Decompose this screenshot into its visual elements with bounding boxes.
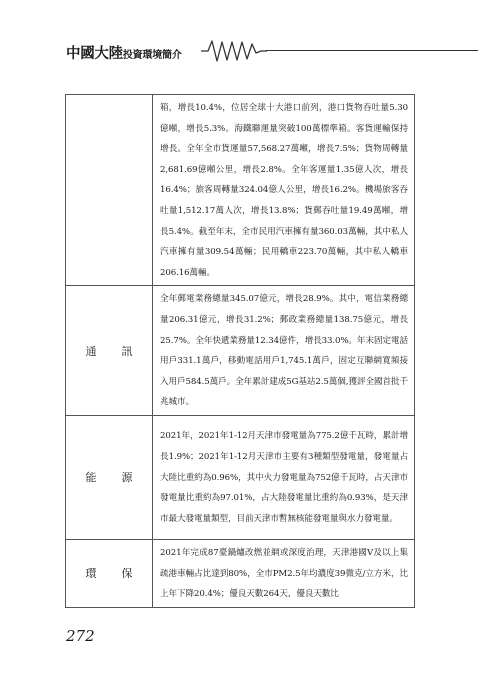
row-content: 箱，增長10.4%，位居全球十大港口前列，港口貨物吞吐量5.30億噸，增長5.3%。海鐵聯運量突破100萬標準箱。客貨運輸保持增長。全年全市貨運量57,568.27萬噸，增長7.5%；貨物周轉量2,681.69億噸公里，增長2.8%。全年客運量1.35億人次，增長16.4%；旅客周轉量324.04億人公里，增長16.2%。機場旅客吞吐量1,512.17萬人次，增長13.8%；貨郵吞吐量19.49萬噸，增長5.4%。截至年末，全市民用汽車擁有量360.03萬輛，其中私人汽車擁有量309.54萬輛；民用轎車223.70萬輛，其中私人轎車206.16萬輛。 <box>153 95 415 286</box>
header-title-sub: 投資環境簡介 <box>122 50 182 61</box>
table-row <box>66 539 415 607</box>
header-title <box>66 42 182 63</box>
table-row <box>66 415 415 539</box>
info-table <box>65 94 415 608</box>
row-label: 環保 <box>66 539 153 607</box>
header-rule <box>266 50 478 51</box>
row-content: 2021年完成87臺鍋爐改燃並網或深度治理，天津港國Ⅴ及以上集疏港車輛占比達到80%，全市PM2.5年均濃度39微克/立方米，比上年下降20.4%；優良天數264天，優良天數比 <box>153 539 415 607</box>
running-header <box>66 38 416 68</box>
page-number: 272 <box>66 627 95 645</box>
row-label <box>66 95 153 286</box>
row-content: 全年郵電業務總量345.07億元，增長28.9%。其中，電信業務總量206.31億元，增長31.2%；郵政業務總量138.75億元，增長25.7%。全年快遞業務量12.34億件，增長33.0%。年末固定電話用戶331.1萬戶，移動電話用戶1,745.1萬戶，固定互聯網寬頻接入用戶584.5萬戶。全年累計建成5G基站2.5萬個,獲評全國首批千兆城市。 <box>153 286 415 416</box>
heartbeat-wave-icon <box>201 38 267 64</box>
table-row <box>66 95 415 286</box>
header-title-main: 中國大陸 <box>66 46 123 62</box>
row-label: 能源 <box>66 415 153 539</box>
table-row <box>66 286 415 416</box>
row-label: 通訊 <box>66 286 153 416</box>
row-content: 2021年，2021年1-12月天津市發電量為775.2億千瓦時，累計增長1.9%；2021年1-12月天津市主要有3種類型發電量，發電量占大陸比重約為0.96%，其中火力發電量為752億千瓦時，占天津市發電量比重約為97.01%，占大陸發電量比重約為0.93%，是天津市最大發電量類型，目前天津市暫無核能發電量與水力發電量。 <box>153 415 415 539</box>
